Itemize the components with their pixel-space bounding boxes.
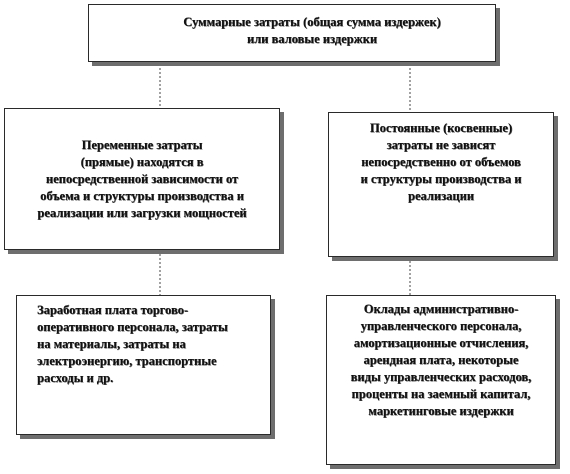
variable-costs-text: Переменные затраты (прямые) находятся в непосредственной зависимости от объема и структуры производства и реализации или загрузки мощностей [37, 138, 247, 220]
fixed-examples-box [326, 295, 556, 465]
fixed-costs-box [328, 112, 554, 257]
variable-costs-box [4, 108, 280, 250]
variable-examples-text: Заработная плата торгово- оперативного персонала, затраты на материалы, затраты на электроэнергию, транспортные расходы и др. [37, 303, 228, 385]
fixed-costs-text: Постоянные (косвенные) затраты не зависят непосредственно от объемов и структуры производства и реализации [360, 121, 522, 203]
variable-examples-box [16, 295, 271, 435]
fixed-examples-text: Оклады административно- управленческого персонала, амортизационные отчисления, арендная плата, некоторые виды управленческих расходов, проценты на заемный капитал, маркетинговые издержки [350, 302, 532, 418]
total-costs-box [88, 4, 496, 62]
total-costs-text: Суммарные затраты (общая сумма издержек) или валовые издержки [183, 15, 441, 46]
